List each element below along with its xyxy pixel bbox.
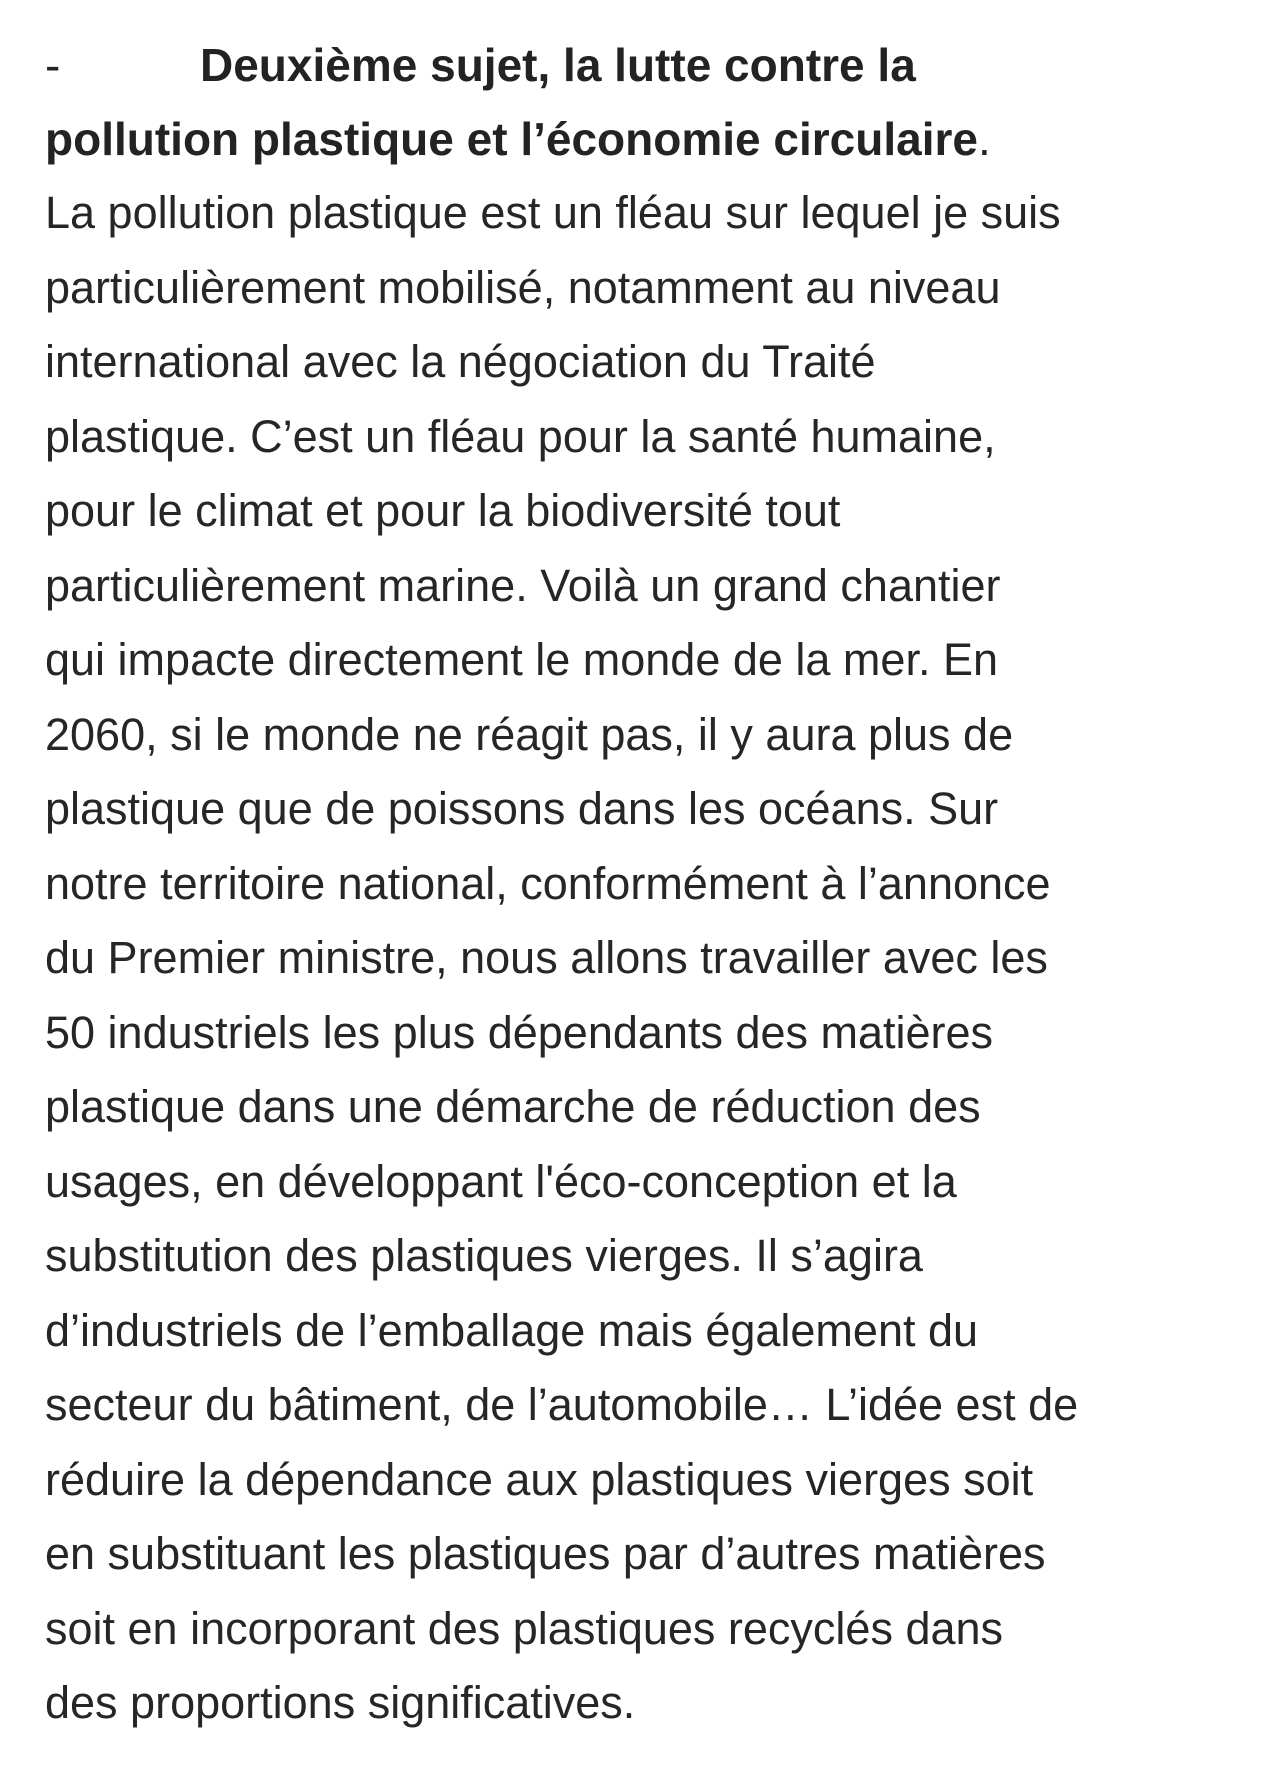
heading-period: . [977, 113, 991, 165]
heading-line-1 [45, 28, 1254, 102]
body-line: des proportions significatives. [45, 1677, 636, 1728]
body-line: en substituant les plastiques par d’autres matières [45, 1528, 1046, 1579]
body-paragraph [45, 176, 1254, 1741]
heading-text-1: Deuxième sujet, la lutte contre la [200, 39, 916, 91]
body-line: substitution des plastiques vierges. Il s’agira [45, 1230, 923, 1281]
body-line: qui impacte directement le monde de la mer. En [45, 634, 998, 685]
body-line: pour le climat et pour la biodiversité tout [45, 485, 841, 536]
list-bullet: - [45, 39, 61, 91]
body-line: secteur du bâtiment, de l’automobile… L’idée est de [45, 1379, 1079, 1430]
body-line: La pollution plastique est un fléau sur lequel je suis [45, 187, 1061, 238]
body-line: du Premier ministre, nous allons travailler avec les [45, 932, 1048, 983]
body-line: plastique. C’est un fléau pour la santé humaine, [45, 410, 996, 462]
body-line: soit en incorporant des plastiques recyclés dans [45, 1602, 1004, 1654]
body-line: plastique dans une démarche de réduction des [45, 1081, 981, 1132]
body-line: international avec la négociation du Traité [45, 336, 876, 387]
body-line: notre territoire national, conformément à l’annonce [45, 857, 1051, 909]
heading-text-2: pollution plastique et l’économie circulaire [45, 113, 978, 165]
body-line: plastique que de poissons dans les océans. Sur [45, 783, 999, 834]
body-line: réduire la dépendance aux plastiques vierges soit [45, 1453, 1034, 1505]
body-line: d’industriels de l’emballage mais également du [45, 1304, 979, 1356]
body-line: particulièrement mobilisé, notamment au niveau [45, 261, 1001, 313]
body-line: 50 industriels les plus dépendants des matières [45, 1006, 994, 1058]
body-line: usages, en développant l'éco-conception et la [45, 1155, 957, 1207]
body-line: particulièrement marine. Voilà un grand chantier [45, 559, 1001, 611]
body-line: 2060, si le monde ne réagit pas, il y aura plus de [45, 708, 1014, 760]
heading-line-2 [45, 102, 1254, 176]
